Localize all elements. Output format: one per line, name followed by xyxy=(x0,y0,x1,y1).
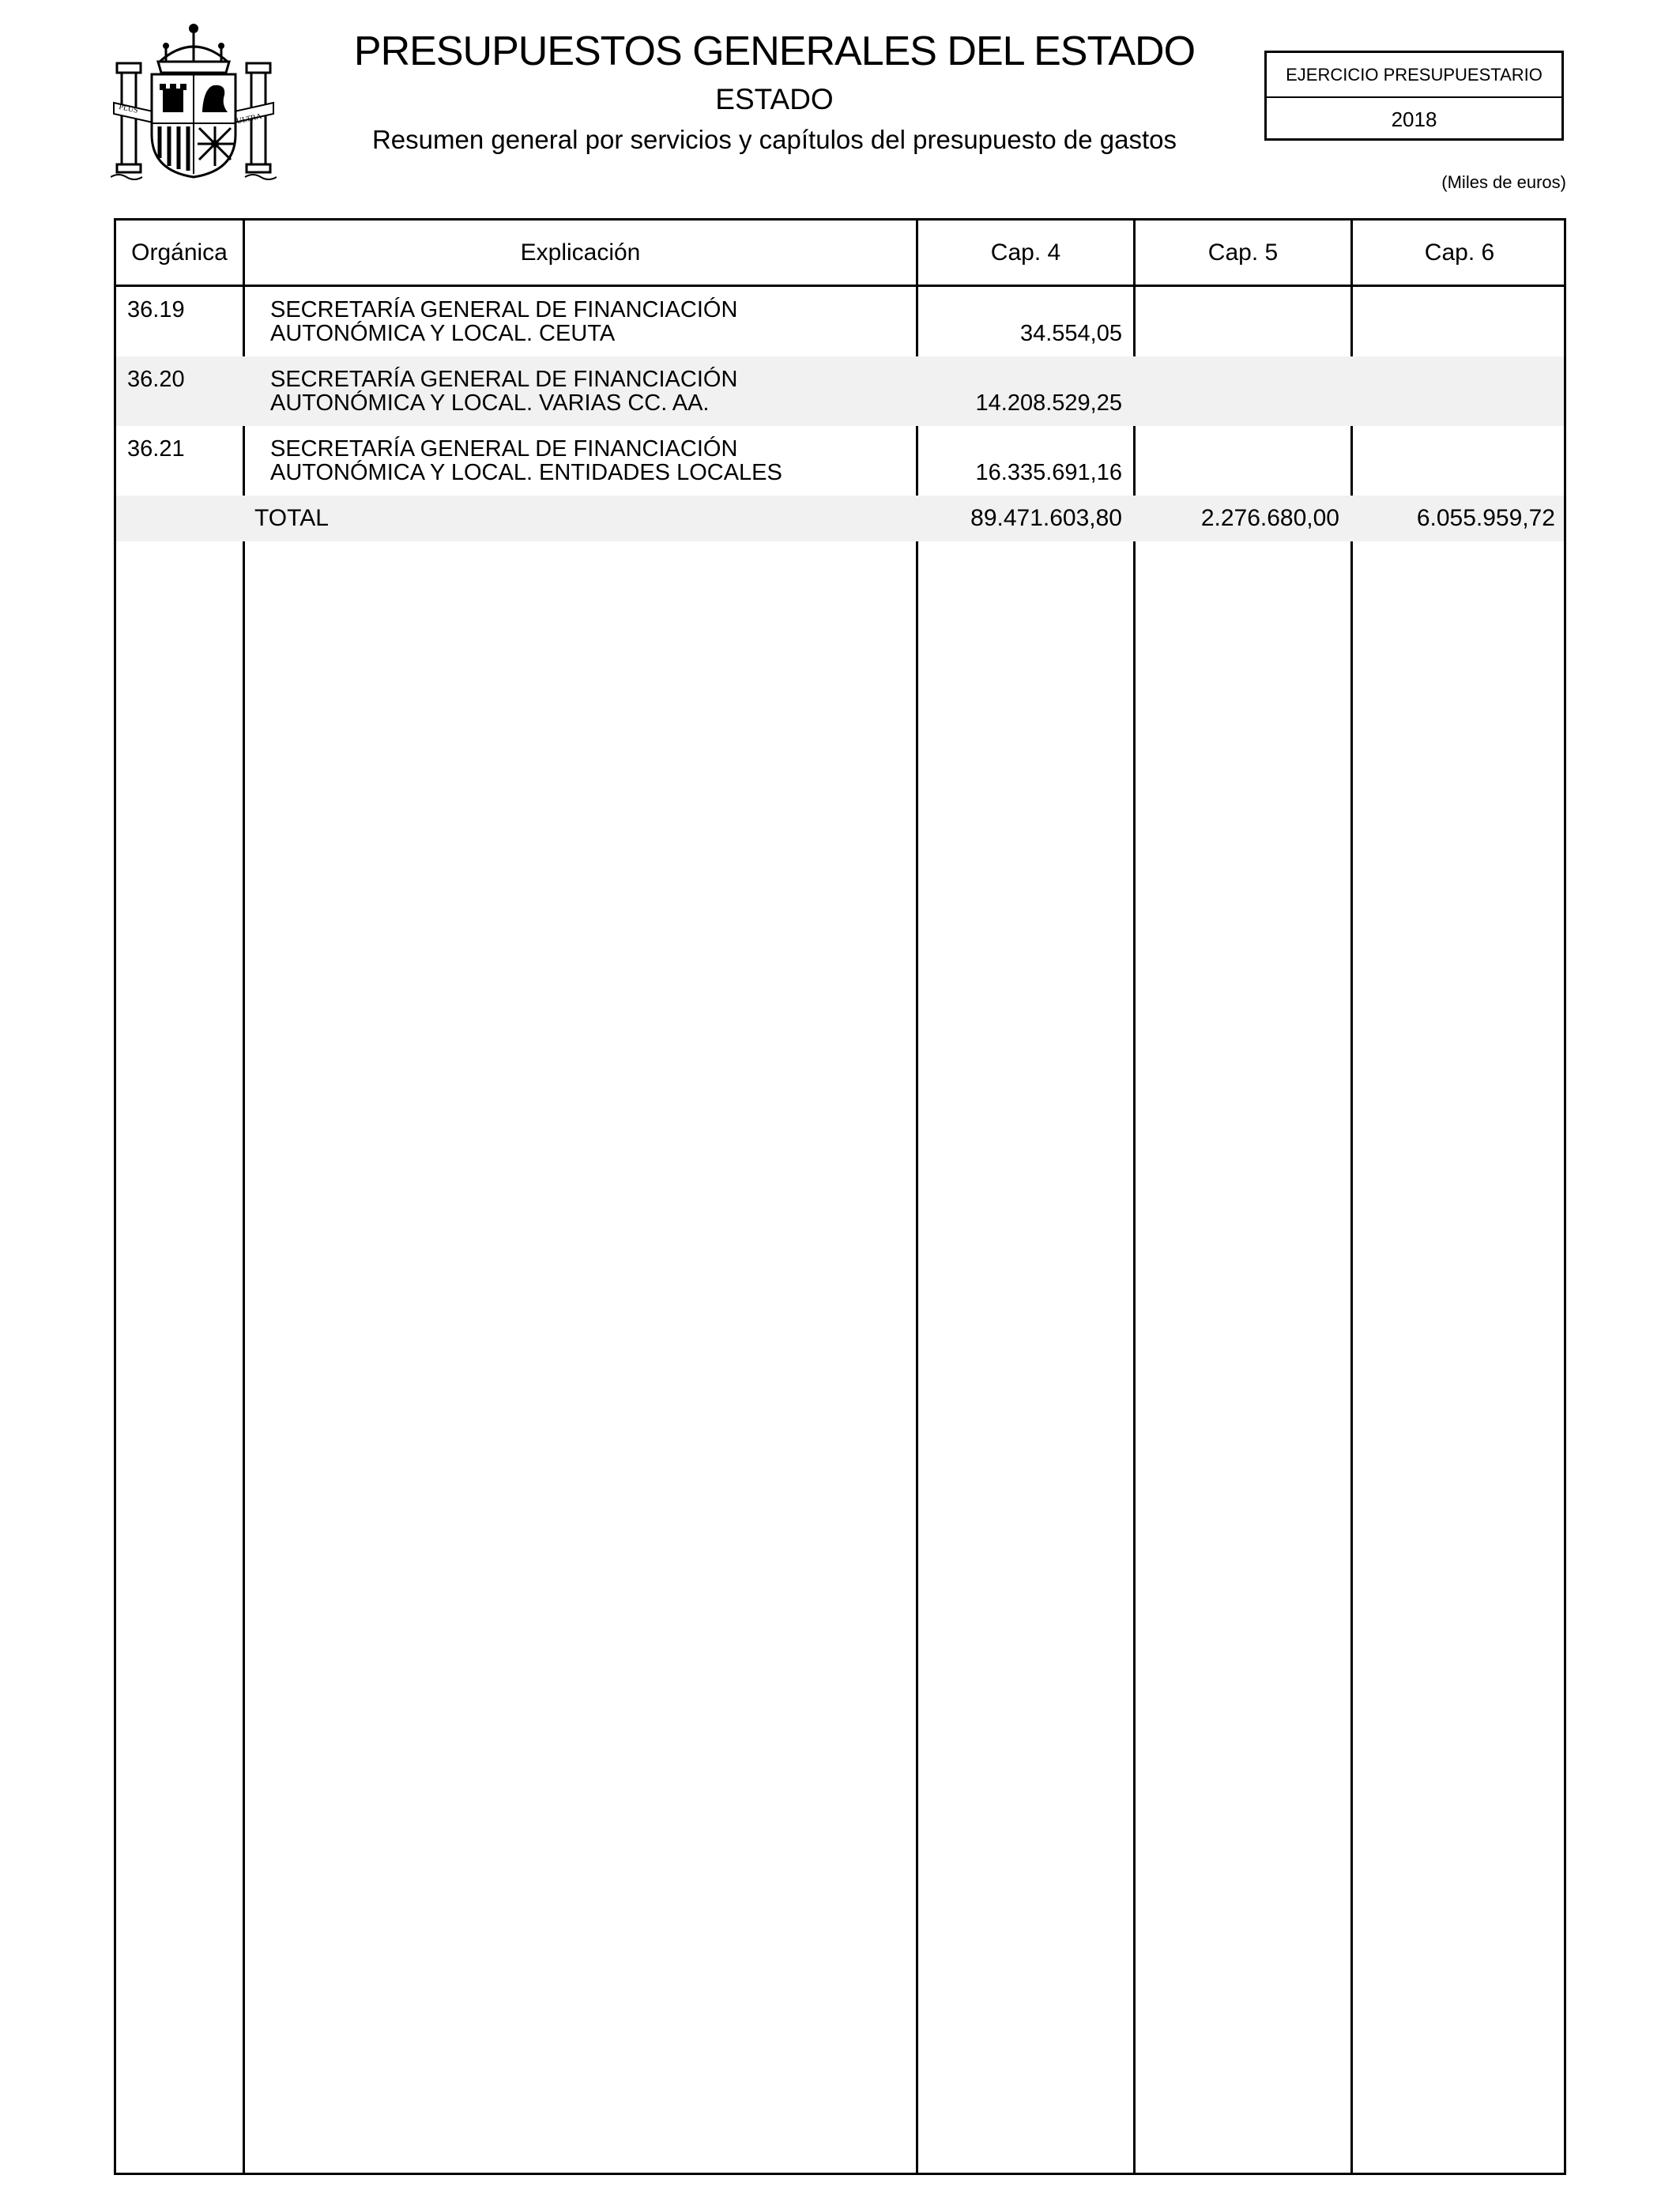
row-code: 36.19 xyxy=(127,297,185,322)
row-explanation xyxy=(270,298,737,345)
budget-table xyxy=(114,218,1566,2175)
coat-of-arms-icon xyxy=(111,16,277,182)
fiscal-year-label: EJERCICIO PRESUPUESTARIO xyxy=(1267,53,1561,98)
row-explanation-line2: AUTONÓMICA Y LOCAL. ENTIDADES LOCALES xyxy=(270,460,782,485)
column-header-organica: Orgánica xyxy=(131,239,228,266)
row-explanation-line1: SECRETARÍA GENERAL DE FINANCIACIÓN xyxy=(270,436,738,462)
page-title: PRESUPUESTOS GENERALES DEL ESTADO xyxy=(353,28,1196,74)
header-block xyxy=(300,24,1249,160)
column-header-cap4: Cap. 4 xyxy=(990,239,1061,266)
table-row xyxy=(116,426,1564,496)
row-explanation xyxy=(270,437,782,484)
row-code: 36.20 xyxy=(127,367,185,392)
column-header-cap6: Cap. 6 xyxy=(1424,239,1495,266)
page-description: Resumen general por servicios y capítulos del presupuesto de gastos xyxy=(371,125,1177,154)
table-header xyxy=(116,221,1564,287)
row-explanation-line1: SECRETARÍA GENERAL DE FINANCIACIÓN xyxy=(270,297,738,322)
row-explanation-line1: SECRETARÍA GENERAL DE FINANCIACIÓN xyxy=(270,367,738,392)
row-cap4: 34.554,05 xyxy=(1019,321,1122,346)
table-row xyxy=(116,287,1564,356)
table-row xyxy=(116,356,1564,426)
row-cap4: 16.335.691,16 xyxy=(975,460,1122,485)
row-cap4: 14.208.529,25 xyxy=(975,390,1122,416)
total-row xyxy=(116,496,1564,541)
fiscal-year-value: 2018 xyxy=(1391,107,1437,131)
page-subtitle: ESTADO xyxy=(715,83,834,115)
units-note: (Miles de euros) xyxy=(1441,172,1566,192)
crest-motto-left: PLUS xyxy=(118,102,139,115)
total-cap4: 89.471.603,80 xyxy=(970,505,1122,531)
row-code: 36.21 xyxy=(127,436,185,462)
crest-motto-right: ULTRA xyxy=(235,111,263,126)
total-label: TOTAL xyxy=(254,505,329,531)
fiscal-year-box xyxy=(1264,51,1564,141)
row-explanation-line2: AUTONÓMICA Y LOCAL. VARIAS CC. AA. xyxy=(270,390,710,416)
column-header-explicacion: Explicación xyxy=(520,239,641,266)
total-cap5: 2.276.680,00 xyxy=(1200,505,1339,531)
total-cap6: 6.055.959,72 xyxy=(1416,505,1555,531)
column-header-cap5: Cap. 5 xyxy=(1207,239,1279,266)
row-explanation xyxy=(270,368,737,415)
row-explanation-line2: AUTONÓMICA Y LOCAL. CEUTA xyxy=(270,321,616,346)
